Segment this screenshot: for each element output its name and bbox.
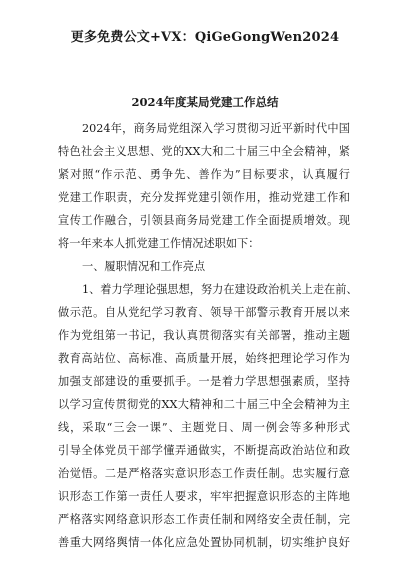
body-line: 教育高站位、高标准、高质量开展，始终把理论学习作为: [58, 352, 350, 365]
body-line: 治觉悟。二是严格落实意识形态工作责任制。忠实履行意: [58, 467, 350, 480]
body-line: 严格落实网络意识形态工作责任制和网络安全责任制，完: [58, 513, 350, 526]
body-line: 做示范。自从党纪学习教育、领导干部警示教育开展以来: [58, 306, 350, 319]
body-line: 线，采取“三会一课”、主题党日、周一例会等多种形式: [58, 421, 350, 434]
body-line: 1、着力学理论强思想，努力在建设政治机关上走在前、: [82, 283, 358, 296]
body-line: 2024年，商务局党组深入学习贯彻习近平新时代中国: [82, 122, 350, 135]
body-line: 识形态工作第一责任人要求，牢牢把握意识形态的主阵地: [58, 490, 350, 503]
body-line: 以学习宣传贯彻党的XX大精神和二十届三中全会精神为主: [58, 398, 350, 411]
body-line: 善重大网络舆情一体化应急处置协同机制，切实维护良好: [58, 536, 350, 549]
section-heading: 一、履职情况和工作亮点: [82, 260, 206, 273]
body-line: 党建工作职责，充分发挥党建引领作用，推动党建工作和: [58, 191, 350, 204]
body-line: 将一年来本人抓党建工作情况述职如下：: [58, 237, 260, 250]
promo-header: 更多免费公文+VX：QiGeGongWen2024: [70, 30, 340, 45]
body-line: 作为党组第一书记，我认真贯彻落实有关部署，推动主题: [58, 329, 350, 342]
body-line: 加强支部建设的重要抓手。一是着力学思想强素质，坚持: [58, 375, 350, 388]
body-line: 宣传工作融合，引领县商务局党建工作全面提质增效。现: [58, 214, 350, 227]
body-line: 紧对照“作示范、勇争先、善作为”目标要求，认真履行: [58, 168, 350, 181]
document-title: 2024年度某局党建工作总结: [131, 95, 279, 109]
body-line: 特色社会主义思想、党的XX大和二十届三中全会精神，紧: [58, 145, 350, 158]
body-line: 引导全体党员干部学懂弄通做实，不断提高政治站位和政: [58, 444, 350, 457]
